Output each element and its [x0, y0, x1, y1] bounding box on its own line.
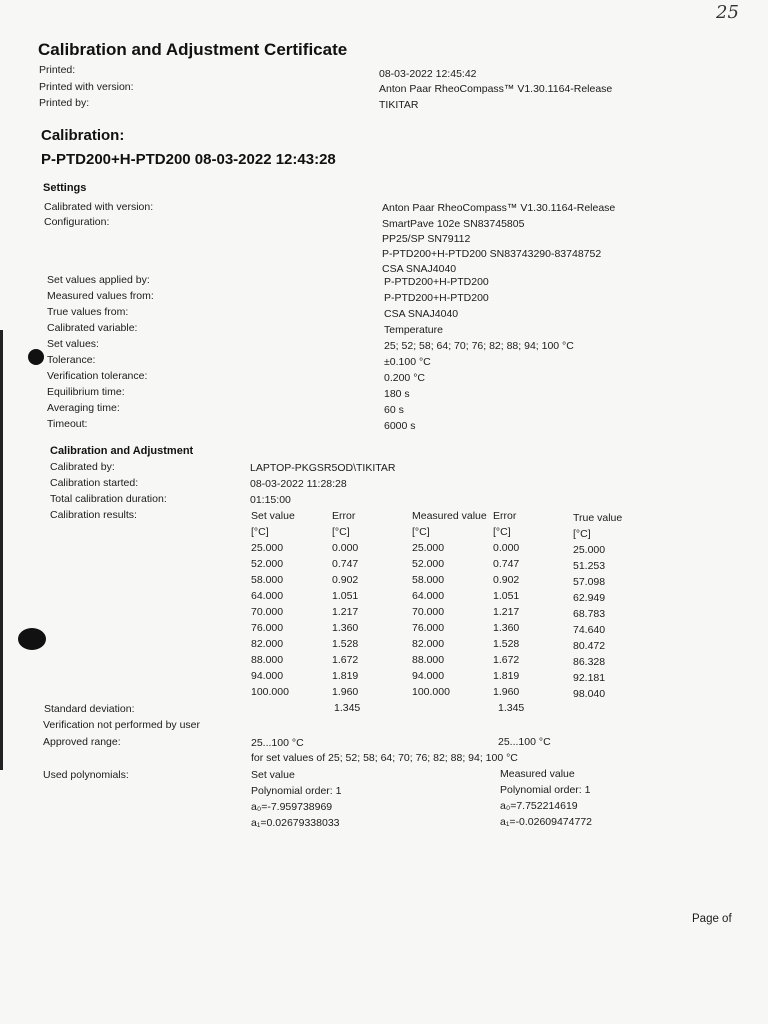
setting-label: Timeout:: [47, 418, 88, 430]
table-cell: 25.000: [251, 542, 284, 554]
polynomial-set-block: [251, 767, 341, 831]
printed-label: Printed:: [39, 64, 76, 76]
adjustment-label: Calibration results:: [50, 509, 137, 521]
column-header: True value: [573, 512, 623, 524]
table-cell: 1.217: [332, 606, 359, 618]
table-cell: 64.000: [251, 590, 284, 602]
column-unit: [°C]: [412, 526, 430, 538]
adjustment-label: Calibration started:: [50, 477, 139, 489]
setting-label: True values from:: [47, 306, 129, 318]
punch-hole-mark: [18, 628, 46, 650]
configuration-item: P-PTD200+H-PTD200 SN83743290-83748752: [382, 248, 602, 260]
setting-value: 0.200 °C: [384, 372, 425, 384]
page-edge-shadow: [0, 330, 3, 770]
table-cell: 1.051: [493, 590, 520, 602]
settings-heading: Settings: [43, 182, 87, 194]
table-cell: 88.000: [251, 654, 284, 666]
table-cell: 70.000: [251, 606, 284, 618]
punch-hole-mark: [28, 349, 44, 365]
setting-value: Temperature: [384, 324, 443, 336]
certificate-title: Calibration and Adjustment Certificate: [38, 40, 348, 59]
polynomial-line: Polynomial order: 1: [500, 784, 591, 796]
table-cell: 1.819: [332, 670, 359, 682]
calibration-heading: Calibration:: [41, 127, 125, 144]
approved-range-measured: 25...100 °C: [498, 736, 551, 748]
table-cell: 0.902: [493, 574, 520, 586]
std-dev-label: Standard deviation:: [44, 703, 135, 715]
column-header: Error: [493, 510, 517, 522]
table-cell: 82.000: [251, 638, 284, 650]
table-cell: 0.000: [493, 542, 520, 554]
calibrated-version: Anton Paar RheoCompass™ V1.30.1164-Release: [382, 202, 616, 214]
adjustment-label: Calibrated by:: [50, 461, 115, 473]
table-cell: 68.783: [573, 608, 606, 620]
table-cell: 57.098: [573, 576, 606, 588]
table-cell: 1.360: [332, 622, 359, 634]
table-cell: 1.960: [332, 686, 359, 698]
table-cell: 58.000: [412, 574, 445, 586]
table-cell: 51.253: [573, 560, 606, 572]
table-cell: 70.000: [412, 606, 445, 618]
calibration-name: P-PTD200+H-PTD200 08-03-2022 12:43:28: [41, 151, 336, 168]
printed-version: Anton Paar RheoCompass™ V1.30.1164-Release: [379, 83, 613, 95]
polynomial-line: Measured value: [500, 768, 575, 780]
column-header: Measured value: [412, 510, 487, 522]
table-cell: 80.472: [573, 640, 606, 652]
table-cell: 88.000: [412, 654, 445, 666]
column-header: Set value: [251, 510, 295, 522]
adjustment-labels: [50, 459, 167, 523]
setting-label: Calibrated variable:: [47, 322, 138, 334]
table-cell: 94.000: [251, 670, 284, 682]
setting-value: 25; 52; 58; 64; 70; 76; 82; 88; 94; 100 °C: [384, 340, 574, 352]
table-cell: 0.747: [493, 558, 520, 570]
table-cell: 1.960: [493, 686, 520, 698]
table-cell: 1.217: [493, 606, 520, 618]
adjustment-values: [250, 460, 395, 508]
setting-value: 180 s: [384, 388, 410, 400]
setting-label: Measured values from:: [47, 290, 154, 302]
table-cell: 1.528: [332, 638, 359, 650]
adjustment-heading: Calibration and Adjustment: [50, 445, 194, 457]
table-cell: 76.000: [251, 622, 284, 634]
column-header: Error: [332, 510, 356, 522]
table-cell: 58.000: [251, 574, 284, 586]
printed-by: TIKITAR: [379, 99, 419, 111]
error-measured-column: [493, 508, 519, 700]
adjustment-label: Total calibration duration:: [50, 493, 167, 505]
std-dev-measured: 1.345: [498, 702, 525, 714]
table-cell: 94.000: [412, 670, 445, 682]
set-value-column: [251, 508, 295, 700]
setting-value: 6000 s: [384, 420, 416, 432]
calibration-duration: 01:15:00: [250, 494, 291, 506]
polynomial-line: a₁=0.02679338033: [251, 817, 340, 829]
calibration-started: 08-03-2022 11:28:28: [250, 478, 347, 490]
polynomial-line: Set value: [251, 769, 295, 781]
setting-label: Equilibrium time:: [47, 386, 125, 398]
measured-value-column: [412, 508, 487, 700]
approved-range-note: for set values of 25; 52; 58; 64; 70; 76; 82; 88; 94; 100 °C: [251, 752, 518, 764]
table-cell: 25.000: [412, 542, 445, 554]
settings-values: [384, 274, 574, 434]
handwritten-page-number: 25: [716, 2, 739, 23]
column-unit: [°C]: [493, 526, 511, 538]
used-polynomials-label: Used polynomials:: [43, 769, 129, 781]
setting-label: Set values applied by:: [47, 274, 150, 286]
configuration-list: [382, 217, 601, 277]
table-cell: 92.181: [573, 672, 606, 684]
settings-labels: [47, 272, 154, 432]
approved-range-set: 25...100 °C: [251, 737, 304, 749]
setting-value: P-PTD200+H-PTD200: [384, 292, 489, 304]
printed-date: 08-03-2022 12:45:42: [379, 68, 477, 80]
table-cell: 0.902: [332, 574, 359, 586]
table-cell: 86.328: [573, 656, 606, 668]
true-value-column: [573, 510, 622, 702]
setting-value: 60 s: [384, 404, 404, 416]
table-cell: 1.051: [332, 590, 359, 602]
table-cell: 82.000: [412, 638, 445, 650]
setting-label: Tolerance:: [47, 354, 96, 366]
setting-value: P-PTD200+H-PTD200: [384, 276, 489, 288]
error-set-column: [332, 508, 358, 700]
polynomial-line: a₀=7.752214619: [500, 800, 578, 812]
configuration-item: SmartPave 102e SN83745805: [382, 218, 525, 230]
table-cell: 74.640: [573, 624, 606, 636]
column-unit: [°C]: [573, 528, 591, 540]
configuration-item: CSA SNAJ4040: [382, 263, 457, 275]
printed-version-label: Printed with version:: [39, 81, 134, 93]
calibrated-by: LAPTOP-PKGSR5OD\TIKITAR: [250, 462, 396, 474]
table-cell: 52.000: [412, 558, 445, 570]
polynomial-measured-block: [500, 766, 592, 830]
table-cell: 76.000: [412, 622, 445, 634]
configuration-label: Configuration:: [44, 216, 110, 228]
page-footer: Page of: [692, 913, 732, 925]
table-cell: 98.040: [573, 688, 606, 700]
table-cell: 25.000: [573, 544, 606, 556]
std-dev-set: 1.345: [334, 702, 361, 714]
table-cell: 62.949: [573, 592, 606, 604]
table-cell: 52.000: [251, 558, 284, 570]
table-cell: 1.360: [493, 622, 520, 634]
setting-label: Set values:: [47, 338, 99, 350]
approved-range-label: Approved range:: [43, 736, 121, 748]
configuration-item: PP25/SP SN79112: [382, 233, 471, 245]
table-cell: 1.672: [332, 654, 359, 666]
setting-value: CSA SNAJ4040: [384, 308, 459, 320]
polynomial-line: a₁=-0.02609474772: [500, 816, 593, 828]
table-cell: 1.819: [493, 670, 520, 682]
column-unit: [°C]: [251, 526, 269, 538]
table-cell: 100.000: [251, 686, 289, 698]
polynomial-line: Polynomial order: 1: [251, 785, 342, 797]
table-cell: 1.528: [493, 638, 520, 650]
column-unit: [°C]: [332, 526, 350, 538]
setting-label: Averaging time:: [47, 402, 120, 414]
verification-note: Verification not performed by user: [43, 719, 200, 731]
table-cell: 64.000: [412, 590, 445, 602]
table-cell: 1.672: [493, 654, 520, 666]
table-cell: 100.000: [412, 686, 450, 698]
calibrated-version-label: Calibrated with version:: [44, 201, 154, 213]
printed-by-label: Printed by:: [39, 97, 90, 109]
setting-label: Verification tolerance:: [47, 370, 148, 382]
polynomial-line: a₀=-7.959738969: [251, 801, 333, 813]
table-cell: 0.747: [332, 558, 359, 570]
table-cell: 0.000: [332, 542, 359, 554]
setting-value: ±0.100 °C: [384, 356, 431, 368]
